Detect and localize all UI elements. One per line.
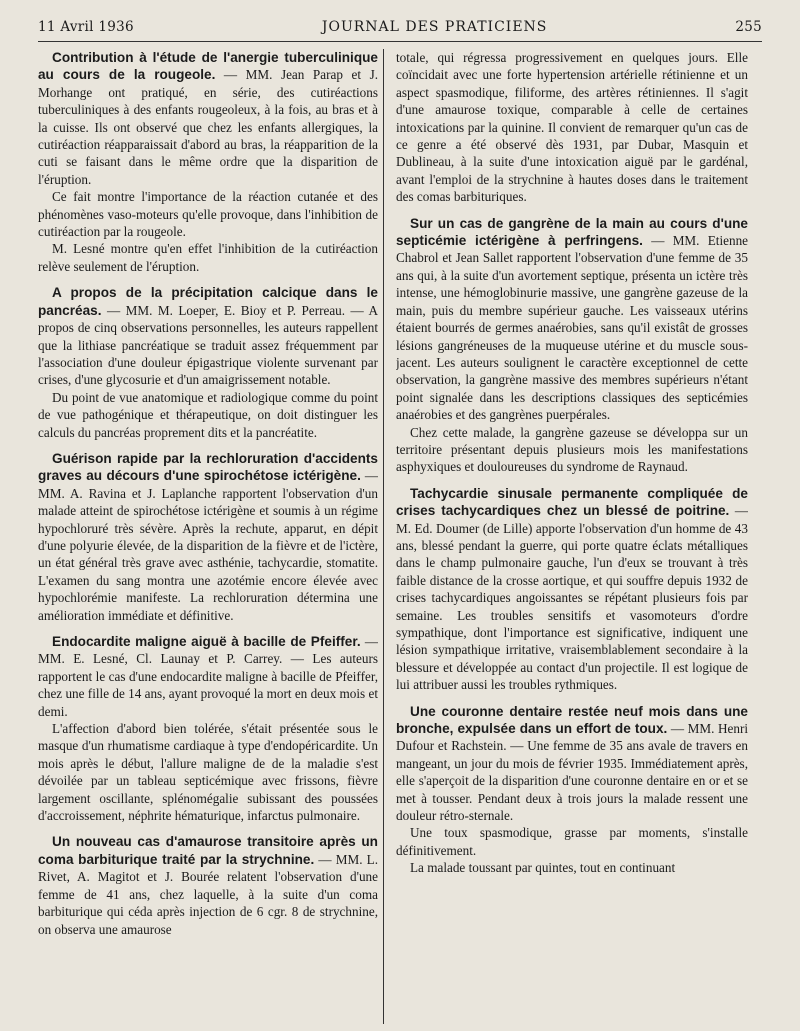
article-text: — M. Ed. Doumer (de Lille) apporte l'observation d'un homme de 43 ans, blessé pendant la guerre, qui porte quatre éclats métalliques dans le champ pulmonaire gauche, l'un d'eux se trouvant à très faible distance de la crosse aortique, et qui souffre depuis 1932 de crises tachycardiques angoissantes se répétant plusieurs fois par semaine. Les troubles sensitifs et vasomoteurs d'ordre sympathique, dont l'importance est significative, indiquent une lésion sympathique irritative, vraisemblablement secondaire à la blessure et développée au contact d'un projectile. Il est logique de lui attribuer aussi les troubles rythmiques.: [396, 503, 748, 693]
right-column: [396, 49, 748, 1025]
article-text: totale, qui régressa progressivement en quelques jours. Elle coïncidait avec une forte hypertension artérielle rétinienne et un aspect spasmodique, filiforme, des artères rétiniennes. Il s'agit d'une amaurose toxique, comparable à celle de certaines intoxications par la quinine. Il convient de remarquer qu'un cas de ce genre a été observé dès 1931, par Dubar, Masquin et Dublineau, à la suite d'une intoxication aiguë par le gardénal, avant l'emploi de la strychnine à hautes doses dans le traitement des comas barbituriques.: [396, 50, 748, 205]
article-text: Une toux spasmodique, grasse par moments, s'installe définitivement.: [396, 825, 748, 858]
article-text: — MM. A. Ravina et J. Laplanche rapportent l'observation d'un malade atteint de spirochétose ictérigène et soumis à un régime hypochloruré très sévère. Après la rechute, apparut, en dépit d'une polyurie élevée, de la disparition de la fièvre et de l'ictère, un état général très grave avec asthénie, tachycardie, stomatite. L'examen du sang montra une azotémie encore élevée avec hypochlorémie manifeste. La rechloruration détermina une amélioration immédiate et définitive.: [38, 468, 378, 623]
header-page-number: 255: [735, 19, 762, 35]
article-precipitation-calcique: [38, 284, 378, 441]
article-tachycardie: [396, 485, 748, 694]
article-rechloruration: [38, 450, 378, 624]
article-amaurose-continued: [396, 49, 748, 206]
article-title: A propos de la précipitation calcique dans le pancréas.: [38, 285, 378, 318]
article-text: Ce fait montre l'importance de la réaction cutanée et des phénomènes vaso-moteurs qu'elle provoque, dans l'inhibition de cutiréaction par la rougeole.: [38, 189, 378, 240]
header-journal-title: JOURNAL DES PRATICIENS: [321, 19, 548, 35]
article-title: Sur un cas de gangrène de la main au cours d'une septicémie ictérigène à perfringens.: [396, 215, 748, 249]
article-title: Contribution à l'étude de l'anergie tuberculinique au cours de la rougeole.: [38, 50, 378, 83]
article-text: — MM. Henri Dufour et Rachstein. — Une femme de 35 ans avale de travers en mangeant, un jour du mois de février 1935. Immédiatement après, elle s'aperçoit de la disparition d'une couronne dentaire en or et se met à tousser. Pendant deux à trois jours la malade ressent une douleur rétro-sternale.: [396, 721, 748, 824]
article-text: La malade toussant par quintes, tout en continuant: [410, 860, 676, 876]
article-text: M. Lesné montre qu'en effet l'inhibition de la cutiréaction relève seulement de l'éruption.: [38, 241, 378, 274]
article-text: — MM. Jean Parap et J. Morhange ont pratiqué, en série, des cutiréactions tuberculiniques à des enfants rougeoleux, à la fois, au bras et à la cuisse. Ils ont observé que chez les enfants allergiques, la cutiréaction réapparaissait d'abord au bras, la réapparition de la cuti se faisant dans le même ordre que la disparition de l'éruption.: [38, 67, 378, 187]
header-rule: [38, 41, 762, 42]
article-gangrene: [396, 215, 748, 476]
article-title: Une couronne dentaire restée neuf mois dans une bronche, expulsée dans un effort de toux.: [396, 703, 748, 737]
article-endocardite: [38, 633, 378, 824]
running-header: [38, 14, 762, 40]
article-text: L'affection d'abord bien tolérée, s'était présentée sous le masque d'un rhumatisme cardiaque à type d'endopéricardite. Un mois après le début, l'allure maligne de de la maladie s'est dévoilée par un tableau septicémique avec frissons, fièvre largement oscillante, splénomégalie subissant des poussées d'accroissement, néphrite hématurique, infarctus pulmonaire.: [38, 721, 378, 824]
article-text: — MM. E. Lesné, Cl. Launay et P. Carrey. — Les auteurs rapportent le cas d'une endocardite maligne à bacille de Pfeiffer, chez une fille de 14 ans, ayant provoqué la mort en deux mois et demi.: [38, 634, 378, 719]
article-text: — MM. M. Loeper, E. Bioy et P. Perreau. — A propos de cinq observations personnelles, les auteurs rappellent que la lithiase pancréatique se traduit assez fréquemment par l'association d'une douleur épigastrique violente survenant par crises, d'une glycosurie et d'un amaigrissement notable.: [38, 302, 378, 388]
article-text: — MM. Etienne Chabrol et Jean Sallet rapportent l'observation d'une femme de 35 ans qui, à la suite d'un avortement septique, présenta un ictère très intense, une hémoglobinurie massive, une gangrène gazeuse de la main, puis du membre supérieur gauche. Les vaisseaux utérins étaient bourrés de germes anaérobies, sans qu'il existât de grosses lésions gangréneuses de la muqueuse utérine et du muscle sous-jacent. Les auteurs soulignent le caractère exceptionnel de cette observation, la gangrène massive des membres supérieurs n'étant point signalée dans les descriptions classiques des septicémies anaérobies et des gangrènes puerpérales.: [396, 233, 748, 423]
article-couronne-dentaire: [396, 703, 748, 877]
article-title: Tachycardie sinusale permanente compliquée de crises tachycardiques chez un blessé de poitrine.: [396, 485, 748, 519]
article-amaurose: [38, 833, 378, 937]
article-anergie-tuberculinique: [38, 49, 378, 275]
article-title: Endocardite maligne aiguë à bacille de Pfeiffer.: [52, 634, 361, 649]
header-date: 11 Avril 1936: [38, 19, 134, 35]
article-text: — MM. L. Rivet, A. Magitot et J. Bourée relatent l'observation d'une femme de 41 ans, chez laquelle, à la suite d'un coma barbiturique qui céda après injection de 6 cgr. 8 de strychnine, on observa une amaurose: [38, 851, 378, 937]
column-divider: [383, 49, 384, 1024]
article-title: Un nouveau cas d'amaurose transitoire après un coma barbiturique traité par la strychnine.: [38, 834, 378, 867]
article-text: Du point de vue anatomique et radiologique comme du point de vue pathogénique et thérapeutique, on doit distinguer les calculs du pancréas proprement dits et la pancréatite.: [38, 389, 378, 440]
article-title: Guérison rapide par la rechloruration d'accidents graves au décours d'une spirochétose ictérigène.: [38, 450, 378, 484]
article-text: Chez cette malade, la gangrène gazeuse se développa sur un territoire présentant depuis plusieurs mois les manifestations asphyxiques et douloureuses du syndrome de Raynaud.: [396, 424, 748, 475]
left-column: [38, 49, 378, 1025]
